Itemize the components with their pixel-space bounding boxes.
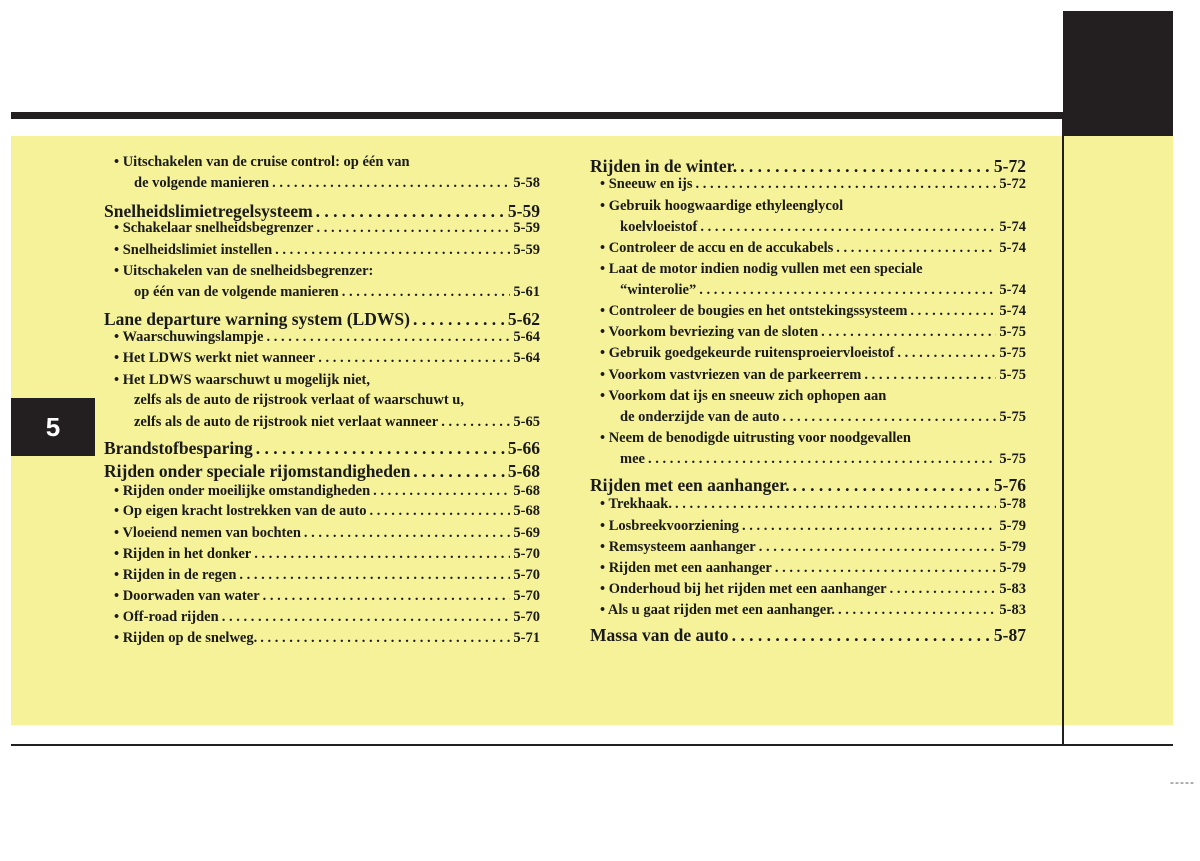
toc-entry-label: Lane departure warning system (LDWS) <box>104 309 410 329</box>
dot-leader <box>836 240 996 257</box>
toc-entry-label: Brandstofbesparing <box>104 438 253 458</box>
toc-entry-label: • Snelheidslimiet instellen <box>114 242 273 258</box>
toc-page-number: 5-74 <box>999 240 1026 256</box>
toc-entry <box>590 496 1026 513</box>
toc-entry-label: • Controleer de bougies en het ontstekingssysteem <box>600 303 908 319</box>
dot-leader <box>910 303 996 320</box>
toc-entry <box>590 282 1026 299</box>
dot-leader <box>897 345 996 362</box>
toc-page-number: 5-64 <box>513 329 540 345</box>
toc-page-number: 5-61 <box>513 284 540 300</box>
dot-leader <box>648 451 996 468</box>
toc-entry <box>104 525 540 542</box>
toc-heading <box>104 438 540 459</box>
page-marker: ----- <box>1170 775 1195 789</box>
toc-page-number: 5-75 <box>999 345 1026 361</box>
dot-leader <box>260 630 510 647</box>
toc-entry <box>104 329 540 346</box>
toc-entry-label: • Sneeuw en ijs <box>600 176 693 192</box>
toc-entry <box>590 345 1026 362</box>
dot-leader <box>413 461 505 482</box>
dot-leader <box>732 625 991 646</box>
dot-leader <box>699 282 996 299</box>
toc-entry-label: Snelheidslimietregelsysteem <box>104 201 313 221</box>
toc-heading <box>590 625 1026 646</box>
toc-page-number: 5-72 <box>993 156 1026 176</box>
dot-leader <box>441 414 510 431</box>
toc-page-number: 5-76 <box>993 475 1026 495</box>
dot-leader <box>304 525 511 542</box>
dot-leader <box>700 219 996 236</box>
toc-page-number: 5-74 <box>999 282 1026 298</box>
toc-page-number: 5-83 <box>999 581 1026 597</box>
toc-page-number: 5-79 <box>999 518 1026 534</box>
dot-leader <box>675 496 996 513</box>
dot-leader <box>821 324 996 341</box>
toc-entry <box>104 546 540 563</box>
toc-entry-label: • Rijden in de regen <box>114 567 237 583</box>
toc-entry-label: • Op eigen kracht lostrekken van de auto <box>114 503 367 519</box>
toc-entry <box>104 503 540 520</box>
toc-entry-label: • Gebruik hoogwaardige ethyleenglycol <box>600 198 844 214</box>
toc-entry-label: • Schakelaar snelheidsbegrenzer <box>114 220 314 236</box>
toc-page-number: 5-87 <box>993 625 1026 645</box>
toc-entry <box>104 263 540 280</box>
toc-entry-label: “winterolie” <box>620 282 697 298</box>
toc-entry <box>104 630 540 647</box>
toc-page-number: 5-78 <box>999 496 1026 512</box>
toc-page-number: 5-74 <box>999 219 1026 235</box>
toc-entry <box>104 414 540 431</box>
toc-page-number: 5-75 <box>999 324 1026 340</box>
toc-heading <box>104 201 540 222</box>
dot-leader <box>742 518 996 535</box>
toc-entry <box>104 154 540 171</box>
toc-entry-label: • Rijden in het donker <box>114 546 252 562</box>
toc-page-number: 5-79 <box>999 560 1026 576</box>
toc-entry-label: • Rijden op de snelweg. <box>114 630 258 646</box>
toc-entry-label: • Uitschakelen van de snelheidsbegrenzer: <box>114 263 374 279</box>
toc-entry-label: • Trekhaak. <box>600 496 672 512</box>
toc-entry <box>590 518 1026 535</box>
toc-page-number: 5-69 <box>513 525 540 541</box>
toc-entry <box>590 451 1026 468</box>
toc-entry-label: de onderzijde van de auto <box>620 409 780 425</box>
toc-page-number: 5-72 <box>999 176 1026 192</box>
toc-entry <box>590 388 1026 405</box>
toc-entry <box>590 324 1026 341</box>
dot-leader <box>864 367 996 384</box>
toc-page-number: 5-70 <box>513 567 540 583</box>
toc-entry-label: Rijden in de winter. <box>590 156 738 176</box>
toc-heading <box>590 475 1026 496</box>
toc-page-number: 5-58 <box>513 175 540 191</box>
margin-rule <box>1062 119 1064 745</box>
toc-entry <box>104 175 540 192</box>
toc-page-number: 5-68 <box>513 503 540 519</box>
toc-entry-label: • Uitschakelen van de cruise control: op één van <box>114 154 410 170</box>
toc-entry <box>104 609 540 626</box>
toc-entry-label: • Waarschuwingslampje <box>114 329 264 345</box>
toc-heading <box>104 309 540 330</box>
dot-leader <box>759 539 997 556</box>
toc-entry <box>104 588 540 605</box>
dot-leader <box>793 475 991 496</box>
toc-entry-label: Massa van de auto <box>590 625 729 645</box>
dot-leader <box>696 176 997 193</box>
dot-leader <box>342 284 511 301</box>
toc-entry-label: • Het LDWS werkt niet wanneer <box>114 350 316 366</box>
toc-page-number: 5-75 <box>999 409 1026 425</box>
toc-entry <box>104 567 540 584</box>
toc-entry-label: mee <box>620 451 645 467</box>
toc-page-number: 5-68 <box>513 483 540 499</box>
toc-entry-label: • Het LDWS waarschuwt u mogelijk niet, <box>114 372 371 388</box>
dot-leader <box>316 201 505 222</box>
toc-entry <box>590 539 1026 556</box>
toc-entry <box>590 219 1026 236</box>
toc-entry-label: • Doorwaden van water <box>114 588 260 604</box>
dot-leader <box>254 546 510 563</box>
toc-page-number: 5-75 <box>999 451 1026 467</box>
dot-leader <box>266 329 510 346</box>
toc-entry-label: op één van de volgende manieren <box>134 284 339 300</box>
toc-entry-label: • Laat de motor indien nodig vullen met een speciale <box>600 261 923 277</box>
toc-entry <box>590 560 1026 577</box>
dot-leader <box>222 609 511 626</box>
toc-entry-label: • Voorkom vastvriezen van de parkeerrem <box>600 367 862 383</box>
dot-leader <box>256 438 505 459</box>
toc-page-number: 5-83 <box>999 602 1026 618</box>
chapter-tab: 5 <box>11 398 95 456</box>
toc-entry-label: de volgende manieren <box>134 175 270 191</box>
toc-entry-label: • Controleer de accu en de accukabels <box>600 240 834 256</box>
toc-page-number: 5-64 <box>513 350 540 366</box>
top-rule <box>11 112 1063 119</box>
dot-leader <box>263 588 511 605</box>
toc-entry <box>590 581 1026 598</box>
toc-page-number: 5-66 <box>507 438 540 458</box>
dot-leader <box>318 350 510 367</box>
toc-page-number: 5-70 <box>513 546 540 562</box>
toc-page-number: 5-71 <box>513 630 540 646</box>
corner-block <box>1063 11 1173 136</box>
toc-page-number: 5-75 <box>999 367 1026 383</box>
toc-entry-label: • Voorkom bevriezing van de sloten <box>600 324 819 340</box>
toc-page-number: 5-62 <box>507 309 540 329</box>
toc-entry-label: zelfs als de auto de rijstrook verlaat of waarschuwt u, <box>134 392 464 408</box>
toc-page-number: 5-74 <box>999 303 1026 319</box>
toc-entry <box>590 261 1026 278</box>
toc-entry-label: • Als u gaat rijden met een aanhanger. <box>600 602 835 618</box>
toc-entry-label: • Gebruik goedgekeurde ruitensproeiervloeistof <box>600 345 895 361</box>
toc-page-number: 5-65 <box>513 414 540 430</box>
toc-page-number: 5-79 <box>999 539 1026 555</box>
toc-entry <box>104 242 540 259</box>
toc-entry-label: koelvloeistof <box>620 219 698 235</box>
toc-heading <box>590 156 1026 177</box>
toc-entry <box>104 392 540 409</box>
toc-entry <box>104 372 540 389</box>
toc-entry-label: zelfs als de auto de rijstrook niet verlaat wanneer <box>134 414 439 430</box>
toc-page-number: 5-68 <box>507 461 540 481</box>
toc-page-number: 5-59 <box>507 201 540 221</box>
bottom-rule <box>11 744 1173 746</box>
toc-entry <box>104 350 540 367</box>
dot-leader <box>275 242 510 259</box>
toc-entry <box>590 602 1026 619</box>
dot-leader <box>783 409 997 426</box>
toc-entry-label: • Remsysteem aanhanger <box>600 539 756 555</box>
toc-entry <box>590 176 1026 193</box>
toc-entry <box>590 240 1026 257</box>
toc-entry-label: Rijden onder speciale rijomstandigheden <box>104 461 411 481</box>
toc-entry-label: • Onderhoud bij het rijden met een aanhanger <box>600 581 887 597</box>
toc-entry <box>590 430 1026 447</box>
toc-entry <box>590 198 1026 215</box>
dot-leader <box>740 156 991 177</box>
toc-entry-label: Rijden met een aanhanger. <box>590 475 790 495</box>
toc-entry-label: • Off-road rijden <box>114 609 219 625</box>
toc-entry-label: • Rijden onder moeilijke omstandigheden <box>114 483 371 499</box>
dot-leader <box>370 503 511 520</box>
toc-entry <box>590 367 1026 384</box>
toc-entry-label: • Neem de benodigde uitrusting voor noodgevallen <box>600 430 911 446</box>
dot-leader <box>838 602 996 619</box>
toc-page-number: 5-59 <box>513 242 540 258</box>
toc-entry-label: • Rijden met een aanhanger <box>600 560 772 576</box>
dot-leader <box>890 581 997 598</box>
toc-page-number: 5-59 <box>513 220 540 236</box>
dot-leader <box>775 560 997 577</box>
toc-entry <box>104 220 540 237</box>
dot-leader <box>272 175 510 192</box>
toc-entry-label: • Losbreekvoorziening <box>600 518 739 534</box>
dot-leader <box>413 309 505 330</box>
toc-entry <box>104 483 540 500</box>
toc-entry <box>590 303 1026 320</box>
dot-leader <box>373 483 510 500</box>
toc-heading <box>104 461 540 482</box>
toc-entry-label: • Voorkom dat ijs en sneeuw zich ophopen aan <box>600 388 887 404</box>
dot-leader <box>239 567 510 584</box>
dot-leader <box>316 220 510 237</box>
toc-page-number: 5-70 <box>513 588 540 604</box>
toc-entry <box>590 409 1026 426</box>
toc-entry-label: • Vloeiend nemen van bochten <box>114 525 301 541</box>
toc-entry <box>104 284 540 301</box>
toc-page-number: 5-70 <box>513 609 540 625</box>
